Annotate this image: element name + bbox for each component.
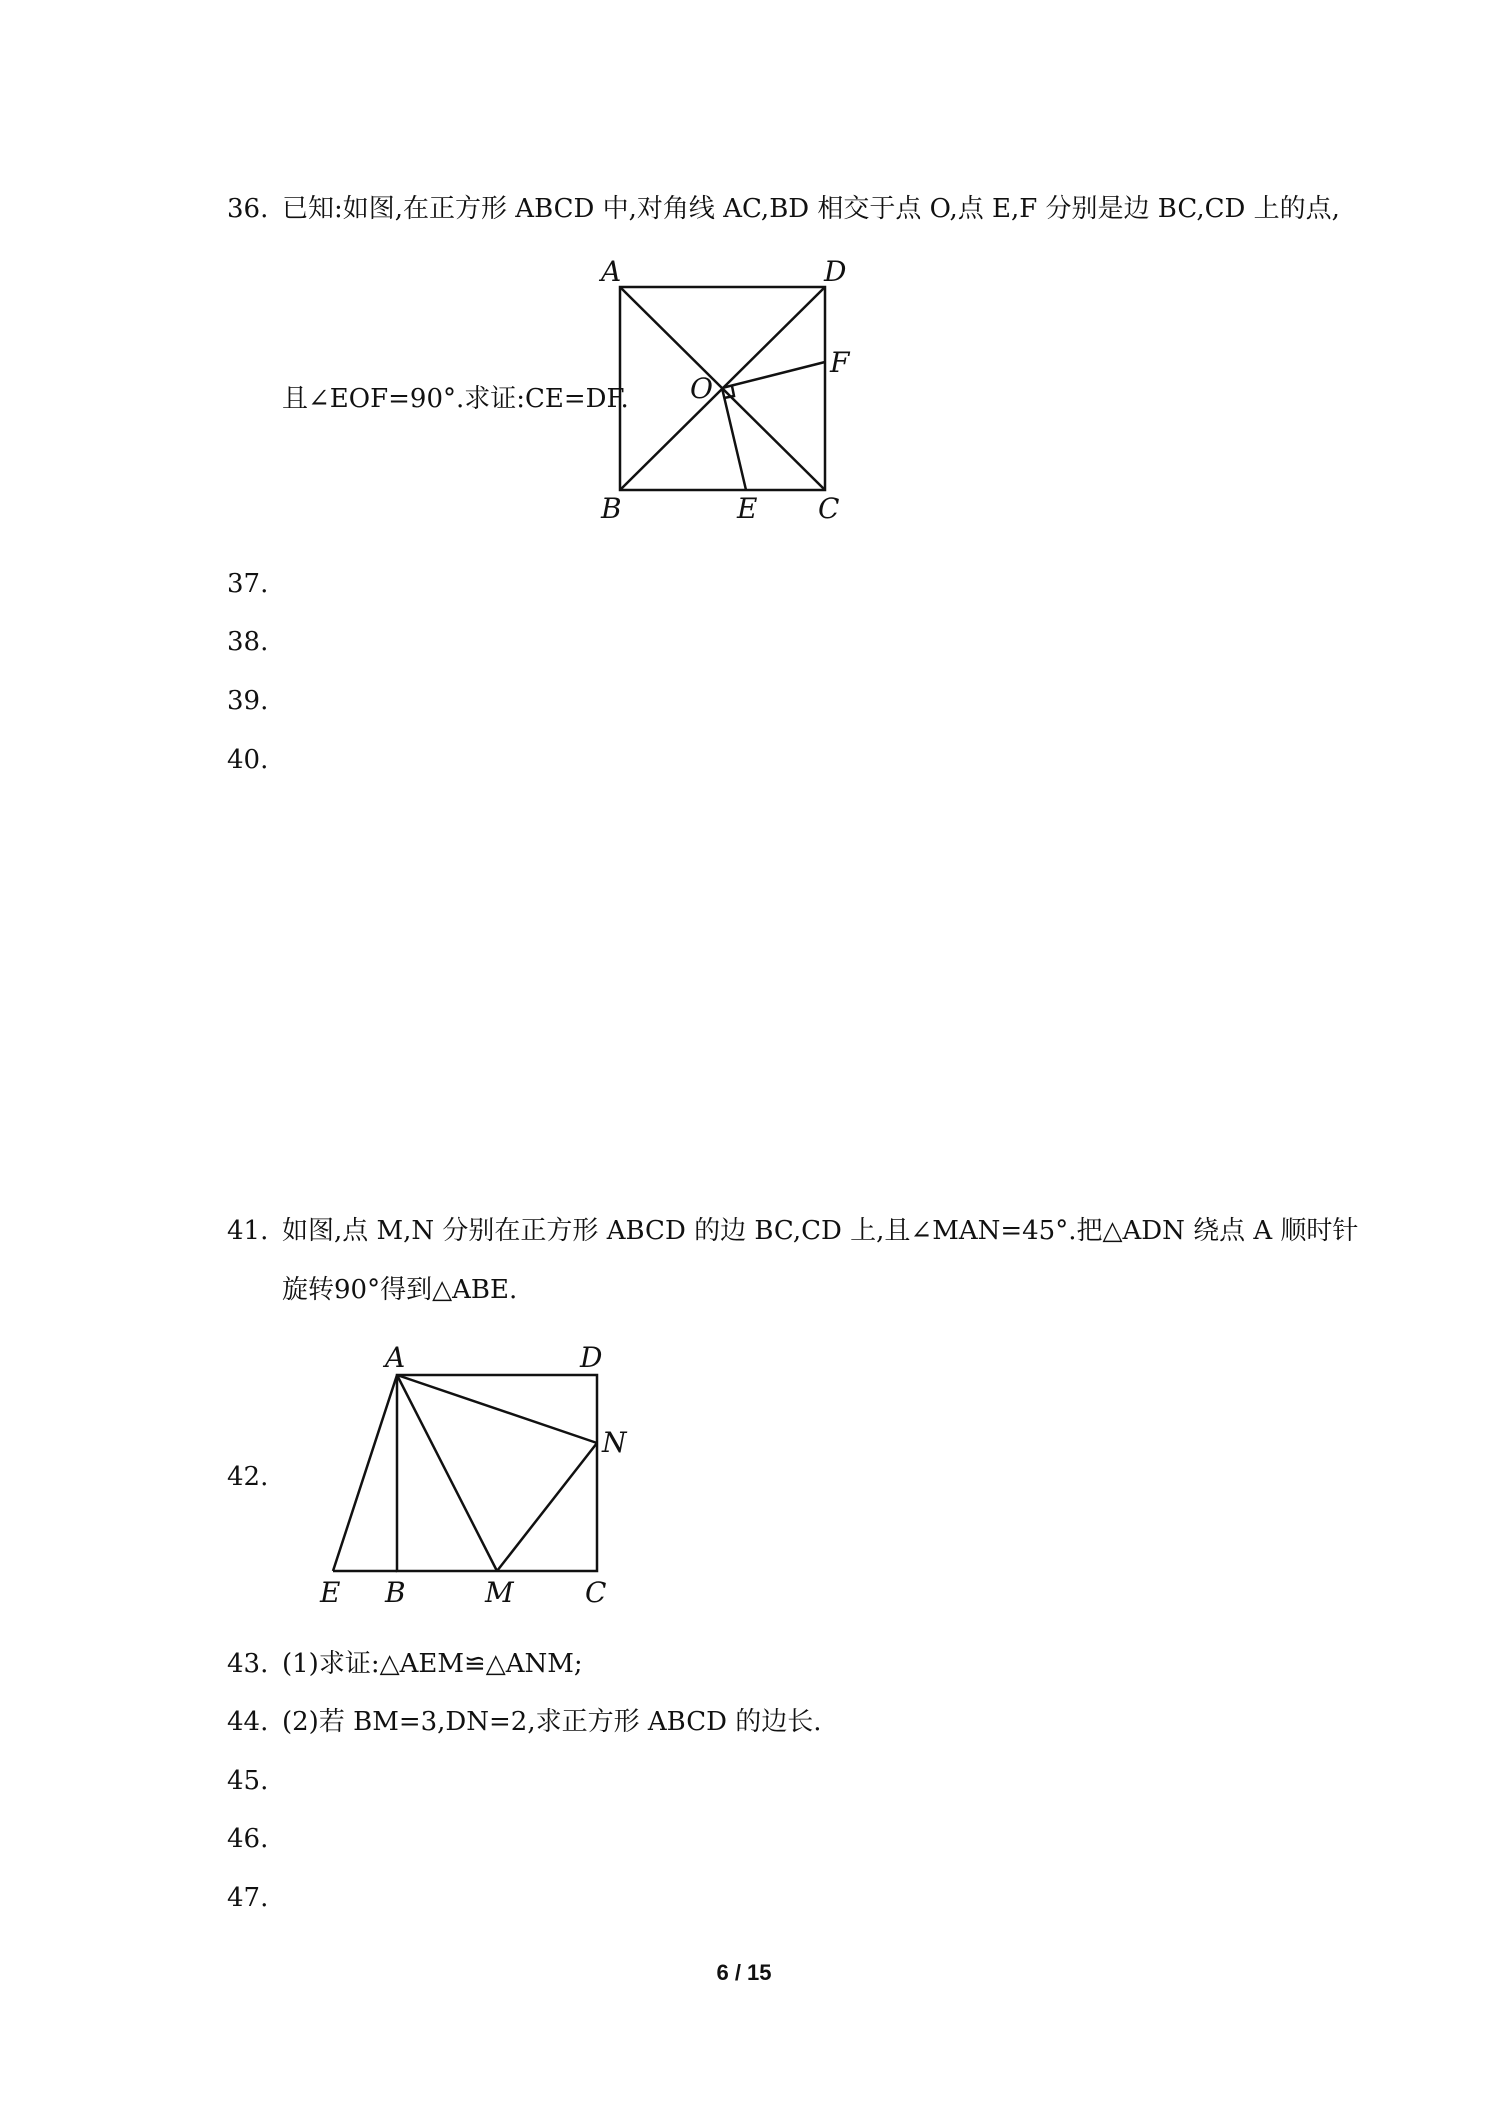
segment-ae xyxy=(333,1375,397,1571)
point-label-c: C xyxy=(585,1576,607,1609)
point-label-d: D xyxy=(580,1341,603,1374)
point-label-e: E xyxy=(737,492,758,525)
question-number: 39. xyxy=(227,686,269,716)
question-number: 38. xyxy=(227,627,269,657)
question-text: (2)若 BM=3,DN=2,求正方形 ABCD 的边长. xyxy=(282,1707,822,1737)
question-number: 36. xyxy=(227,194,269,224)
point-label-c: C xyxy=(818,492,840,525)
question-number: 47. xyxy=(227,1883,269,1913)
point-label-o: O xyxy=(690,372,713,405)
question-text: 已知:如图,在正方形 ABCD 中,对角线 AC,BD 相交于点 O,点 E,F 分别是边 BC,CD 上的点, xyxy=(282,194,1340,224)
question-text: 且∠EOF=90°.求证:CE=DF. xyxy=(282,384,629,414)
point-label-a: A xyxy=(601,255,622,288)
question-number: 44. xyxy=(227,1707,269,1737)
point-label-m: M xyxy=(485,1576,514,1609)
page-number: 6 / 15 xyxy=(716,1960,772,1985)
question-number: 42. xyxy=(227,1462,269,1492)
question-number: 45. xyxy=(227,1766,269,1796)
question-number: 40. xyxy=(227,745,269,775)
question-number: 43. xyxy=(227,1649,269,1679)
point-label-b: B xyxy=(601,492,622,525)
point-label-d: D xyxy=(824,255,847,288)
question-number: 46. xyxy=(227,1824,269,1854)
question-text: 旋转90°得到△ABE. xyxy=(282,1275,518,1305)
segment-mn xyxy=(497,1443,597,1571)
question-number: 37. xyxy=(227,569,269,599)
question-number: 41. xyxy=(227,1216,269,1246)
point-label-f: F xyxy=(830,346,850,379)
point-label-n: N xyxy=(602,1426,627,1459)
square-abcd xyxy=(397,1375,597,1571)
question-text: 如图,点 M,N 分别在正方形 ABCD 的边 BC,CD 上,且∠MAN=45°.把△ADN 绕点 A 顺时针 xyxy=(282,1216,1359,1246)
point-label-a: A xyxy=(385,1341,406,1374)
question-text: (1)求证:△AEM≌△ANM; xyxy=(282,1649,583,1679)
point-label-b: B xyxy=(385,1576,406,1609)
point-label-e: E xyxy=(320,1576,341,1609)
